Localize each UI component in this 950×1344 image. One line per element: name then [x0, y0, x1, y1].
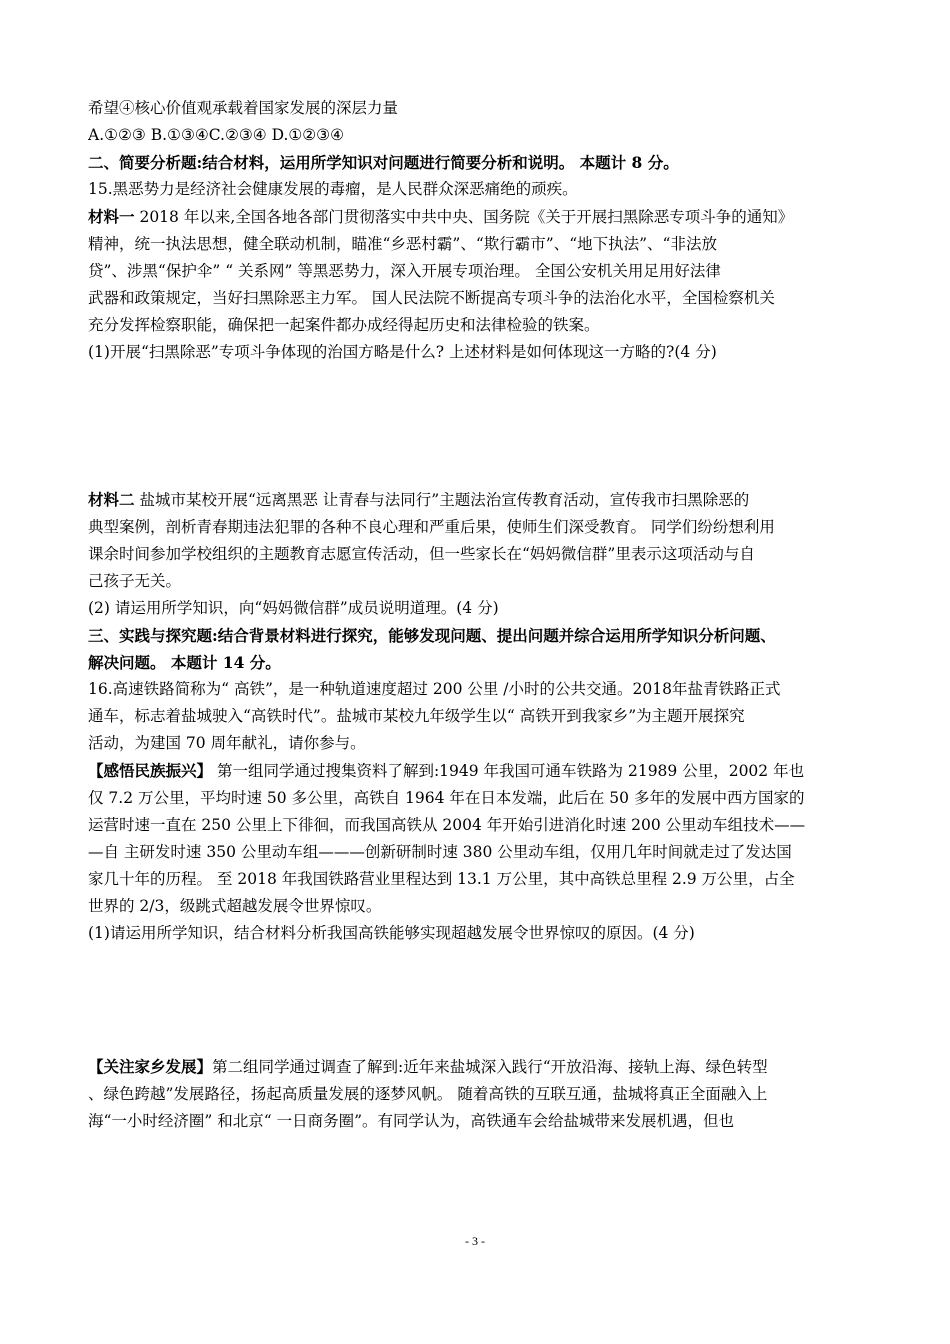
choice-options: A.①②③ B.①③④C.②③④ D.①②③④ [88, 126, 344, 144]
material-1-line: 武器和政策规定，当好扫黑除恶主力军。 国人民法院不断提高专项斗争的法治化水平，全国检察机关 [88, 289, 775, 307]
part-1-line: 世界的 2/3，级跳式超越发展令世界惊叹。 [88, 897, 382, 915]
answer-space [88, 366, 866, 486]
part-2-line: 【关注家乡发展】第二组同学通过调查了解到:近年来盐城深入践行“开放沿海、接轨上海、绿色转型 [88, 1057, 768, 1076]
material-1-label: 材料一 [88, 207, 135, 226]
material-1-line: 材料一 2018 年以来,全国各地各部门贯彻落实中共中央、国务院《关于开展扫黑除恶专项斗争的通知》 [88, 207, 794, 226]
material-2-line: 课余时间参加学校组织的主题教育志愿宣传活动，但一些家长在“妈妈微信群”里表示这项活动与自 [88, 545, 755, 563]
part-2-line: 海“一小时经济圈” 和北京“ 一日商务圈”。有同学认为，高铁通车会给盐城带来发展机遇，但也 [88, 1112, 735, 1130]
question-15-1: (1)开展“扫黑除恶”专项斗争体现的治国方略是什么? 上述材料是如何体现这一方略的?(4 分) [88, 343, 717, 361]
part-2-label: 【关注家乡发展】 [88, 1057, 213, 1076]
question-16-1: (1)请运用所学知识，结合材料分析我国高铁能够实现超越发展令世界惊叹的原因。(4 分) [88, 924, 695, 942]
section-3-heading: 三、实践与探究题:结合背景材料进行探究，能够发现问题、提出问题并综合运用所学知识分析问题、 [88, 626, 776, 645]
material-2-line: 典型案例，剖析青春期违法犯罪的各种不良心理和严重后果，使师生们深受教育。 同学们纷纷想利用 [88, 518, 775, 536]
page-number: - 3 - [465, 1234, 485, 1248]
part-1-label: 【感悟民族振兴】 [88, 761, 213, 780]
part-2-line: 、绿色跨越”发展路径，扬起高质量发展的逐梦风帆。 随着高铁的互联互通，盐城将真正全面融入上 [88, 1085, 768, 1103]
part-1-line: 仅 7.2 万公里，平均时速 50 多公里，高铁自 1964 年在日本发端，此后在 50 多年的发展中西方国家的 [88, 789, 805, 807]
question-16-stem: 16.高速铁路简称为“ 高铁”，是一种轨道速度超过 200 公里 /小时的公共交通。2018年盐青铁路正式 [88, 680, 781, 698]
part-1-line: 家几十年的历程。 至 2018 年我国铁路营业里程达到 13.1 万公里，其中高铁总里程 2.9 万公里，占全 [88, 870, 795, 888]
section-2-heading: 二、简要分析题:结合材料，运用所学知识对问题进行简要分析和说明。 本题计 8 分。 [88, 153, 679, 172]
part-1-line: —自 主研发时速 350 公里动车组———创新研制时速 380 公里动车组，仅用几年时间就走过了发达国 [88, 843, 792, 861]
section-3-heading: 解决问题。 本题计 14 分。 [88, 653, 281, 672]
option-text-tail: 希望④核心价值观承载着国家发展的深层力量 [88, 99, 399, 117]
material-2-line: 己孩子无关。 [88, 572, 182, 590]
question-15-2: (2) 请运用所学知识，向“妈妈微信群”成员说明道理。(4 分) [88, 599, 499, 617]
question-16-stem: 活动，为建国 70 周年献礼，请你参与。 [88, 734, 366, 752]
part-1-line: 运营时速一直在 250 公里上下徘徊，而我国高铁从 2004 年开始引进消化时速 200 公里动车组技术—— [88, 816, 806, 834]
material-1-line: 精神，统一执法思想，健全联动机制，瞄准“乡恶村霸”、“欺行霸市”、“地下执法”、“非法放 [88, 235, 717, 253]
question-16-stem: 通车，标志着盐城驶入“高铁时代”。盐城市某校九年级学生以“ 高铁开到我家乡”为主题开展探究 [88, 707, 745, 725]
page-content [88, 95, 866, 1135]
material-1-line: 贷”、涉黑“保护伞” “ 关系网” 等黑恶势力，深入开展专项治理。 全国公安机关用足用好法律 [88, 262, 721, 280]
material-1-line: 充分发挥检察职能，确保把一起案件都办成经得起历史和法律检验的铁案。 [88, 316, 600, 334]
answer-space [88, 947, 866, 1053]
part-1-line: 【感悟民族振兴】 第一组同学通过搜集资料了解到:1949 年我国可通车铁路为 21989 公里，2002 年也 [88, 761, 805, 780]
question-15-stem: 15.黑恶势力是经济社会健康发展的毒瘤，是人民群众深恶痛绝的顽疾。 [88, 180, 578, 198]
material-2-line: 材料二 盐城市某校开展“远离黑恶 让青春与法同行”主题法治宣传教育活动，宣传我市扫黑除恶的 [88, 490, 750, 509]
material-2-label: 材料二 [88, 490, 135, 509]
